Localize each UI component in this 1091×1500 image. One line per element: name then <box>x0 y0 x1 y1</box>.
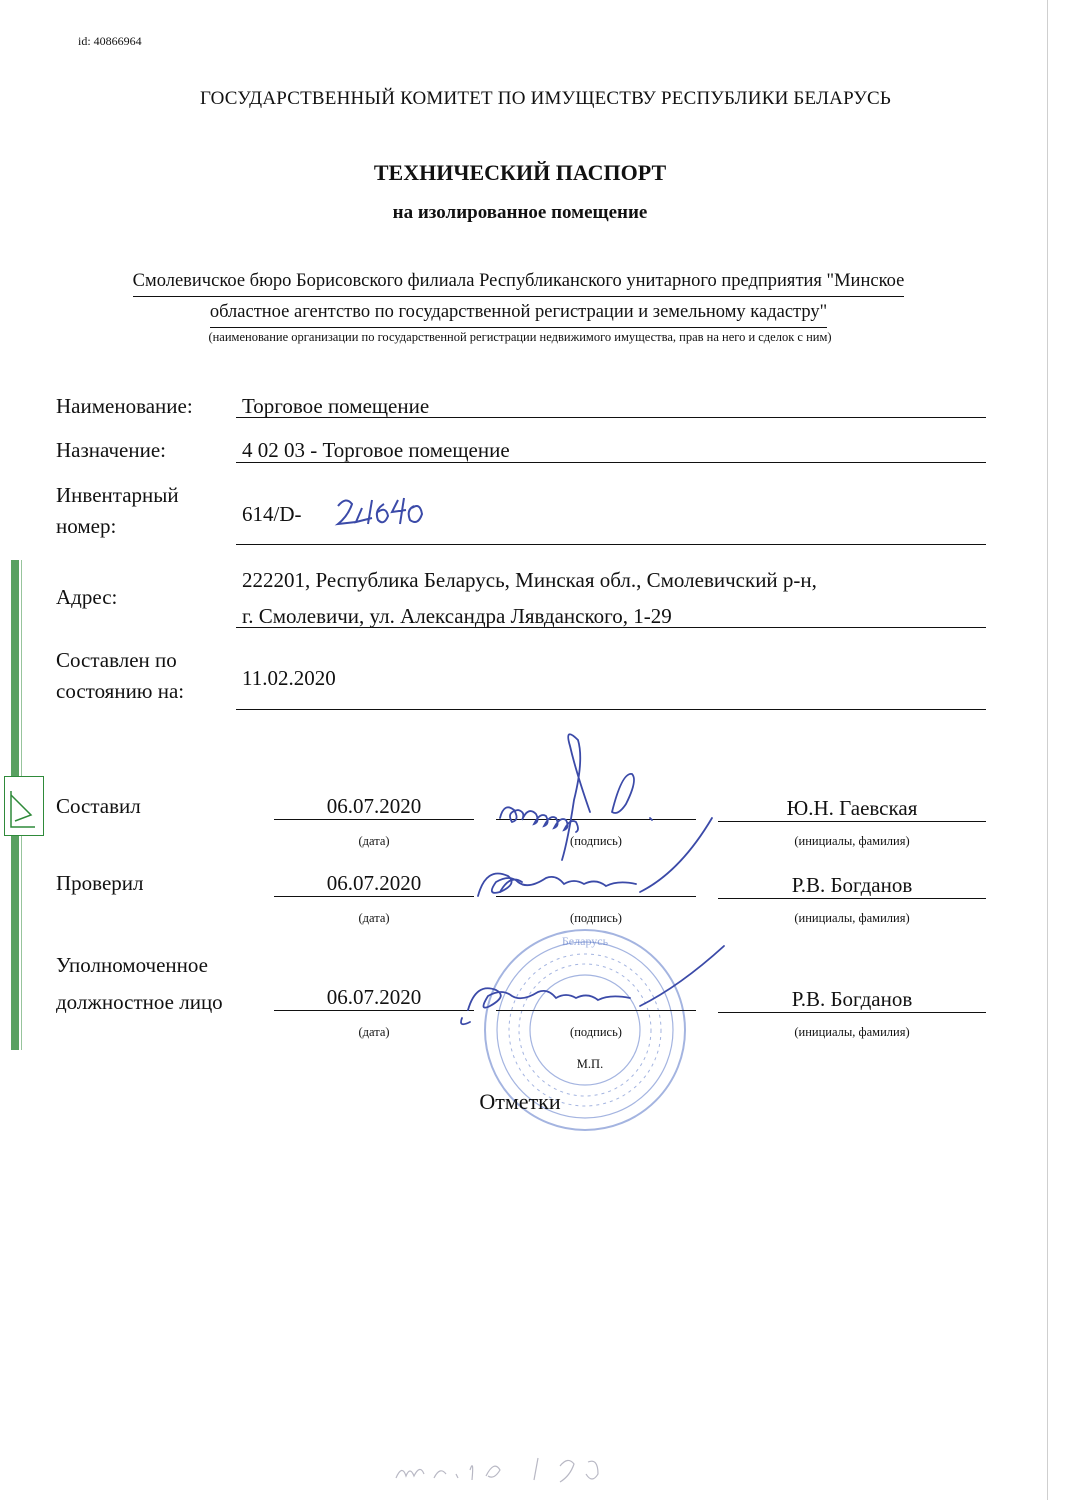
checked-by-label: Проверил <box>56 871 144 895</box>
checked-name: Р.В. Богданов <box>791 873 913 897</box>
purpose-value: 4 02 03 - Торговое помещение <box>242 438 510 462</box>
authorized-date: 06.07.2020 <box>326 985 422 1009</box>
name-label: Наименование: <box>56 394 193 418</box>
checked-signature-line <box>496 896 696 897</box>
purpose-underline <box>236 462 986 463</box>
document-title: ТЕХНИЧЕСКИЙ ПАСПОРТ <box>373 160 667 185</box>
page-edge <box>1047 0 1048 1500</box>
signature-caption-1: (подпись) <box>570 834 622 848</box>
name-value: Торговое помещение <box>242 394 430 418</box>
initials-caption-3: (инициалы, фамилия) <box>794 1025 910 1039</box>
address-label: Адрес: <box>56 585 118 609</box>
signature-caption-2: (подпись) <box>570 911 622 925</box>
date-caption-2: (дата) <box>358 911 390 925</box>
state-label-line-1: Составлен по <box>56 648 177 672</box>
compiled-signature-line <box>496 819 696 820</box>
authorized-label-line-2: должностное лицо <box>56 990 223 1014</box>
purpose-label: Назначение: <box>56 438 167 462</box>
initials-caption-2: (инициалы, фамилия) <box>794 911 910 925</box>
state-label <box>56 645 184 707</box>
compiled-name: Ю.Н. Гаевская <box>786 796 918 820</box>
authorized-date-line <box>274 1010 474 1011</box>
document-id: id: 40866964 <box>78 34 142 48</box>
address-line-1: 222201, Республика Беларусь, Минская обл., Смолевичский р-н, <box>242 568 817 592</box>
authorized-official-label <box>56 947 223 1021</box>
compiled-name-line <box>718 821 986 822</box>
initials-caption-1: (инициалы, фамилия) <box>794 834 910 848</box>
authorized-signature-line <box>496 1010 696 1011</box>
issuer-caption: (наименование организации по государственной регистрации недвижимого имущества, прав на него и сделок с ним) <box>208 330 832 344</box>
state-underline <box>236 709 986 710</box>
issuer-line-1: Смолевичское бюро Борисовского филиала Республиканского унитарного предприятия "Минское <box>133 266 905 297</box>
checked-date-line <box>274 896 474 897</box>
issuer-organization <box>66 266 971 328</box>
state-date: 11.02.2020 <box>242 666 336 690</box>
compiled-date: 06.07.2020 <box>326 794 422 818</box>
signature-checked <box>478 818 712 896</box>
name-underline <box>236 417 986 418</box>
authorized-name: Р.В. Богданов <box>791 987 913 1011</box>
checked-name-line <box>718 898 986 899</box>
inventory-label-line-2: номер: <box>56 514 117 538</box>
address-line-2: г. Смолевичи, ул. Александра Лявданского, 1-29 <box>242 604 672 628</box>
authorized-label-line-1: Уполномоченное <box>56 953 208 977</box>
inventory-label-line-1: Инвентарный <box>56 483 179 507</box>
issuer-line-2: областное агентство по государственной регистрации и земельному кадастру" <box>210 297 827 328</box>
inventory-prefix: 614/D- <box>242 502 302 526</box>
signature-authorized <box>461 946 724 1024</box>
stamp-text: Беларусь <box>561 934 609 948</box>
date-caption-3: (дата) <box>358 1025 390 1039</box>
date-caption-1: (дата) <box>358 834 390 848</box>
checked-date: 06.07.2020 <box>326 871 422 895</box>
inventory-underline <box>236 544 986 545</box>
stamp-place-mark: М.П. <box>576 1057 604 1071</box>
compiled-by-label: Составил <box>56 794 141 818</box>
binder-tab-icon <box>5 777 43 835</box>
compiled-date-line <box>274 819 474 820</box>
state-label-line-2: состоянию на: <box>56 679 185 703</box>
ministry-header: ГОСУДАРСТВЕННЫЙ КОМИТЕТ ПО ИМУЩЕСТВУ РЕСПУБЛИКИ БЕЛАРУСЬ <box>199 88 892 109</box>
binder-tab <box>4 776 44 836</box>
document-subtitle: на изолированное помещение <box>392 202 648 223</box>
signature-caption-3: (подпись) <box>570 1025 622 1039</box>
marks-heading: Отметки <box>479 1089 561 1114</box>
inventory-label <box>56 480 179 542</box>
authorized-name-line <box>718 1012 986 1013</box>
address-underline <box>236 627 986 628</box>
